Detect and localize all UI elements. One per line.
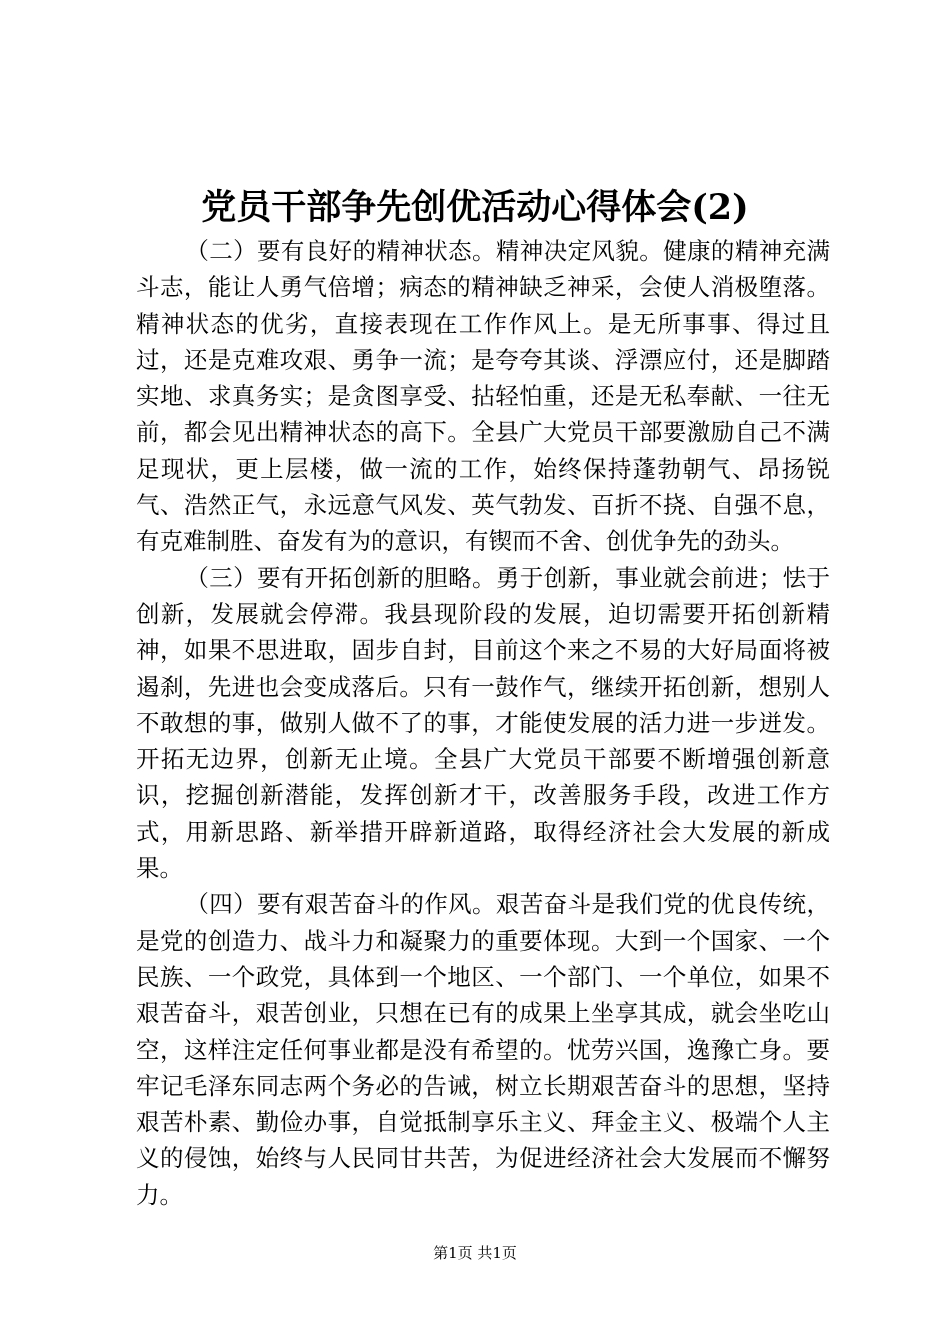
paragraph-3: （三）要有开拓创新的胆略。勇于创新，事业就会前进；怯于创新，发展就会停滞。我县现阶段的发展，迫切需要开拓创新精神，如果不思进取，固步自封，目前这个来之不易的大好局面将被遏刹，先进也会变成落后。只有一鼓作气，继续开拓创新，想别人不敢想的事，做别人做不了的事，才能使发展的活力进一步迸发。开拓无边界，创新无止境。全县广大党员干部要不断增强创新意识，挖掘创新潜能，发挥创新才干，改善服务手段，改进工作方式，用新思路、新举措开辟新道路，取得经济社会大发展的新成果。: [136, 563, 830, 883]
document-title: 党员干部争先创优活动心得体会(2): [201, 187, 749, 228]
page-number-footer: 第1页 共1页: [433, 1244, 517, 1262]
paragraph-2: （二）要有良好的精神状态。精神决定风貌。健康的精神充满斗志，能让人勇气倍增；病态的精神缺乏神采，会使人消极堕落。精神状态的优劣，直接表现在工作作风上。是无所事事、得过且过，还是克难攻艰、勇争一流；是夸夸其谈、浮漂应付，还是脚踏实地、求真务实；是贪图享受、拈轻怕重，还是无私奉献、一往无前，都会见出精神状态的高下。全县广大党员干部要激励自己不满足现状，更上层楼，做一流的工作，始终保持蓬勃朝气、昂扬锐气、浩然正气，永远意气风发、英气勃发、百折不挠、自强不息，有克难制胜、奋发有为的意识，有锲而不舍、创优争先的劲头。: [136, 237, 830, 556]
document-body: [136, 233, 830, 1213]
paragraph-4: （四）要有艰苦奋斗的作风。艰苦奋斗是我们党的优良传统，是党的创造力、战斗力和凝聚力的重要体现。大到一个国家、一个民族、一个政党，具体到一个地区、一个部门、一个单位，如果不艰苦奋斗，艰苦创业，只想在已有的成果上坐享其成，就会坐吃山空，这样注定任何事业都是没有希望的。忧劳兴国，逸豫亡身。要牢记毛泽东同志两个务必的告诫，树立长期艰苦奋斗的思想，坚持艰苦朴素、勤俭办事，自觉抵制享乐主义、拜金主义、极端个人主义的侵蚀，始终与人民同甘共苦，为促进经济社会大发展而不懈努力。: [136, 890, 830, 1209]
